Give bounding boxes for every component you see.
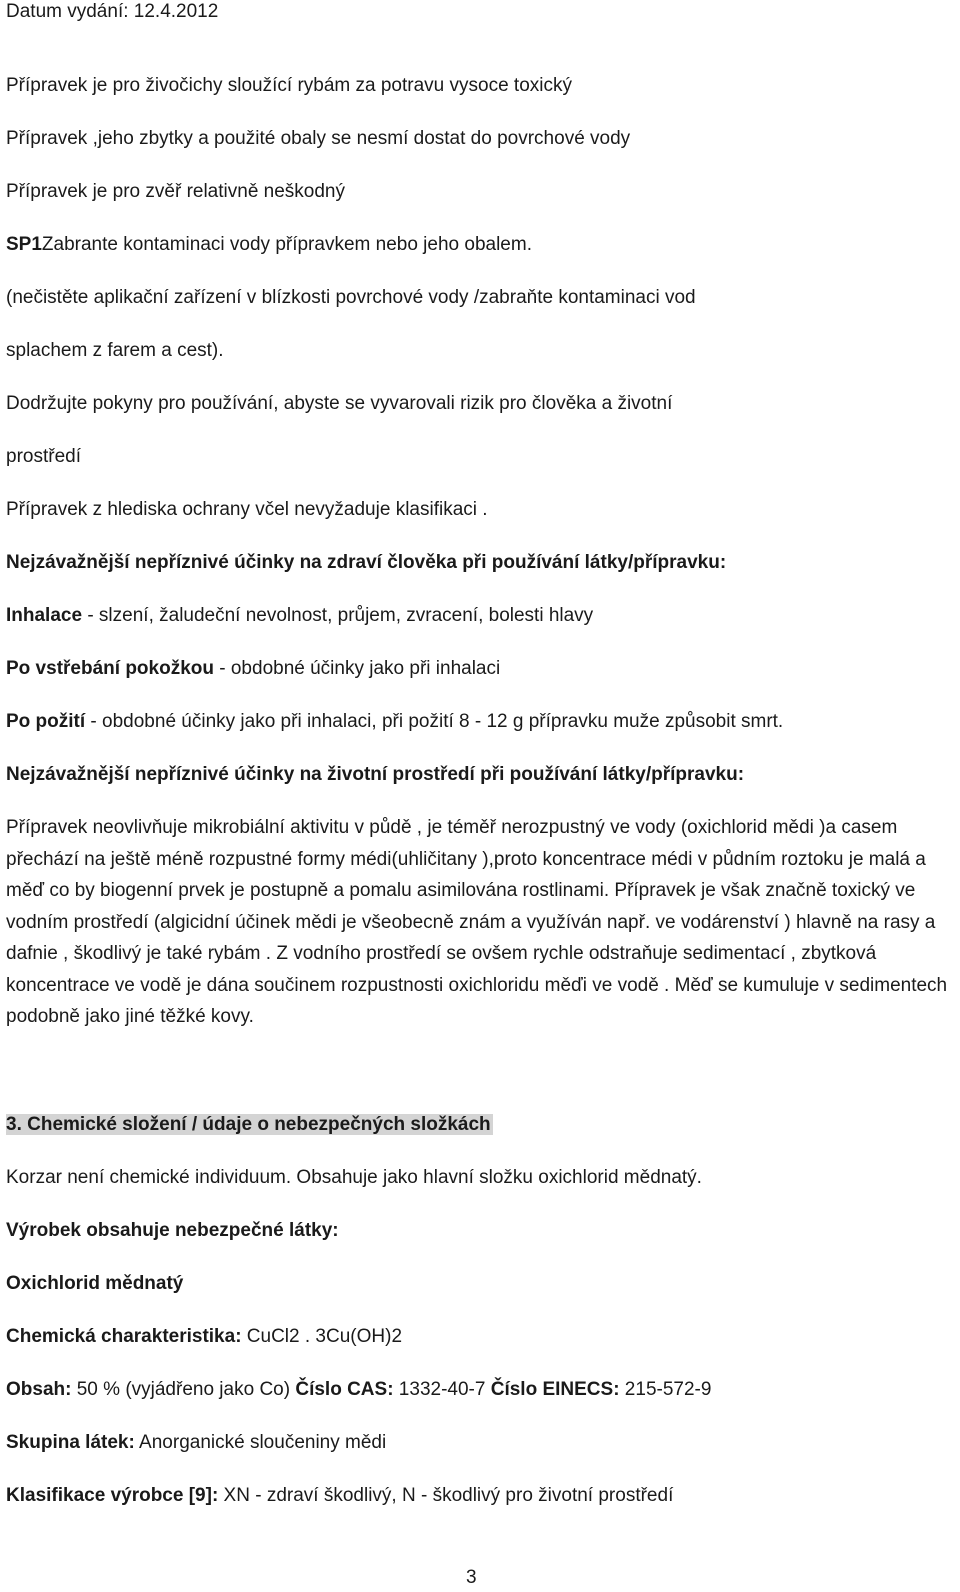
group-label: Skupina látek: xyxy=(6,1432,135,1453)
composition-intro: Korzar není chemické individuum. Obsahuje jako hlavní složku oxichlorid mědnatý. xyxy=(6,1167,702,1188)
ingestion-text: - obdobné účinky jako při inhalaci, při požití 8 - 12 g přípravku muže způsobit smrt. xyxy=(85,711,784,732)
section-3-heading xyxy=(6,1113,493,1137)
health-heading: Nejzávažnější nepříznivé účinky na zdraví člověka při používání látky/přípravku: xyxy=(6,552,727,573)
content-line xyxy=(6,1378,711,1402)
einecs-value: 215-572-9 xyxy=(619,1379,712,1400)
einecs-label: Číslo EINECS: xyxy=(490,1379,620,1400)
char-value: CuCl2 . 3Cu(OH)2 xyxy=(241,1326,403,1347)
text-line: Přípravek je pro zvěř relativně neškodný xyxy=(6,181,345,202)
chemical-characteristic xyxy=(6,1325,402,1349)
text-line: Přípravek je pro živočichy sloužící rybám za potravu vysoce toxický xyxy=(6,75,572,96)
hazard-heading: Výrobek obsahuje nebezpečné látky: xyxy=(6,1220,339,1241)
cas-label: Číslo CAS: xyxy=(295,1379,394,1400)
sp1-text: Zabrante kontaminaci vody přípravkem nebo jeho obalem. xyxy=(41,234,532,255)
health-inhalation xyxy=(6,604,593,628)
classification-value: XN - zdraví škodlivý, N - škodlivý pro životní prostředí xyxy=(218,1485,674,1506)
text-line: prostředí xyxy=(6,446,81,467)
env-heading: Nejzávažnější nepříznivé účinky na životní prostředí při používání látky/přípravku: xyxy=(6,764,745,785)
ingestion-label: Po požití xyxy=(6,711,86,732)
text-line xyxy=(6,233,532,257)
inhalation-label: Inhalace xyxy=(6,605,83,626)
text-line: Přípravek ,jeho zbytky a použité obaly se nesmí dostat do povrchové vody xyxy=(6,128,631,149)
content-value: 50 % (vyjádřeno jako Co) xyxy=(71,1379,296,1400)
substance-group xyxy=(6,1431,386,1455)
classification-label: Klasifikace výrobce [9]: xyxy=(6,1485,219,1506)
group-value: Anorganické sloučeniny mědi xyxy=(134,1432,387,1453)
section-3-heading-text: 3. Chemické složení / údaje o nebezpečných složkách xyxy=(6,1114,491,1135)
text-line: Dodržujte pokyny pro používání, abyste se vyvarovali rizik pro člověka a životní xyxy=(6,393,673,414)
skin-text: - obdobné účinky jako při inhalaci xyxy=(213,658,501,679)
health-skin xyxy=(6,657,500,681)
inhalation-text: - slzení, žaludeční nevolnost, průjem, zvracení, bolesti hlavy xyxy=(82,605,594,626)
substance-name: Oxichlorid mědnatý xyxy=(6,1273,184,1294)
cas-value: 1332-40-7 xyxy=(393,1379,491,1400)
page-number: 3 xyxy=(466,1567,477,1588)
health-ingestion xyxy=(6,710,783,734)
text-line: Přípravek z hlediska ochrany včel nevyžaduje klasifikaci . xyxy=(6,499,488,520)
sp1-code: SP1 xyxy=(6,234,42,255)
text-line: (nečistěte aplikační zařízení v blízkosti povrchové vody /zabraňte kontaminaci vod xyxy=(6,287,696,308)
env-paragraph: Přípravek neovlivňuje mikrobiální aktivitu v půdě , je téměř nerozpustný ve vody (oxichlorid mědi )a casem přechází na ještě méně rozpustné formy médi(uhličitany ),proto koncentrace médi v půdním roztoku je malá a měď co by biogenní prvek je postupně a pomalu asimilována rostlinami. Přípravek je však značně toxický ve vodním prostředí (algicidní účinek mědi je všeobecně znám a využíván např. ve vodárenství ) hlavně na rasy a dafnie , škodlivý je také rybám . Z vodního prostředí se ovšem rychle odstraňuje sedimentací , zbytková koncentrace ve vodě je dána součinem rozpustnosti oxichloridu měďi ve vodě . Měď se kumuluje v sedimentech podobně jako jiné těžké kovy. xyxy=(6,817,948,1027)
issue-date: Datum vydání: 12.4.2012 xyxy=(6,1,219,22)
classification xyxy=(6,1484,673,1508)
skin-label: Po vstřebání pokožkou xyxy=(6,658,214,679)
content-label: Obsah: xyxy=(6,1379,72,1400)
char-label: Chemická charakteristika: xyxy=(6,1326,242,1347)
text-line: splachem z farem a cest). xyxy=(6,340,224,361)
